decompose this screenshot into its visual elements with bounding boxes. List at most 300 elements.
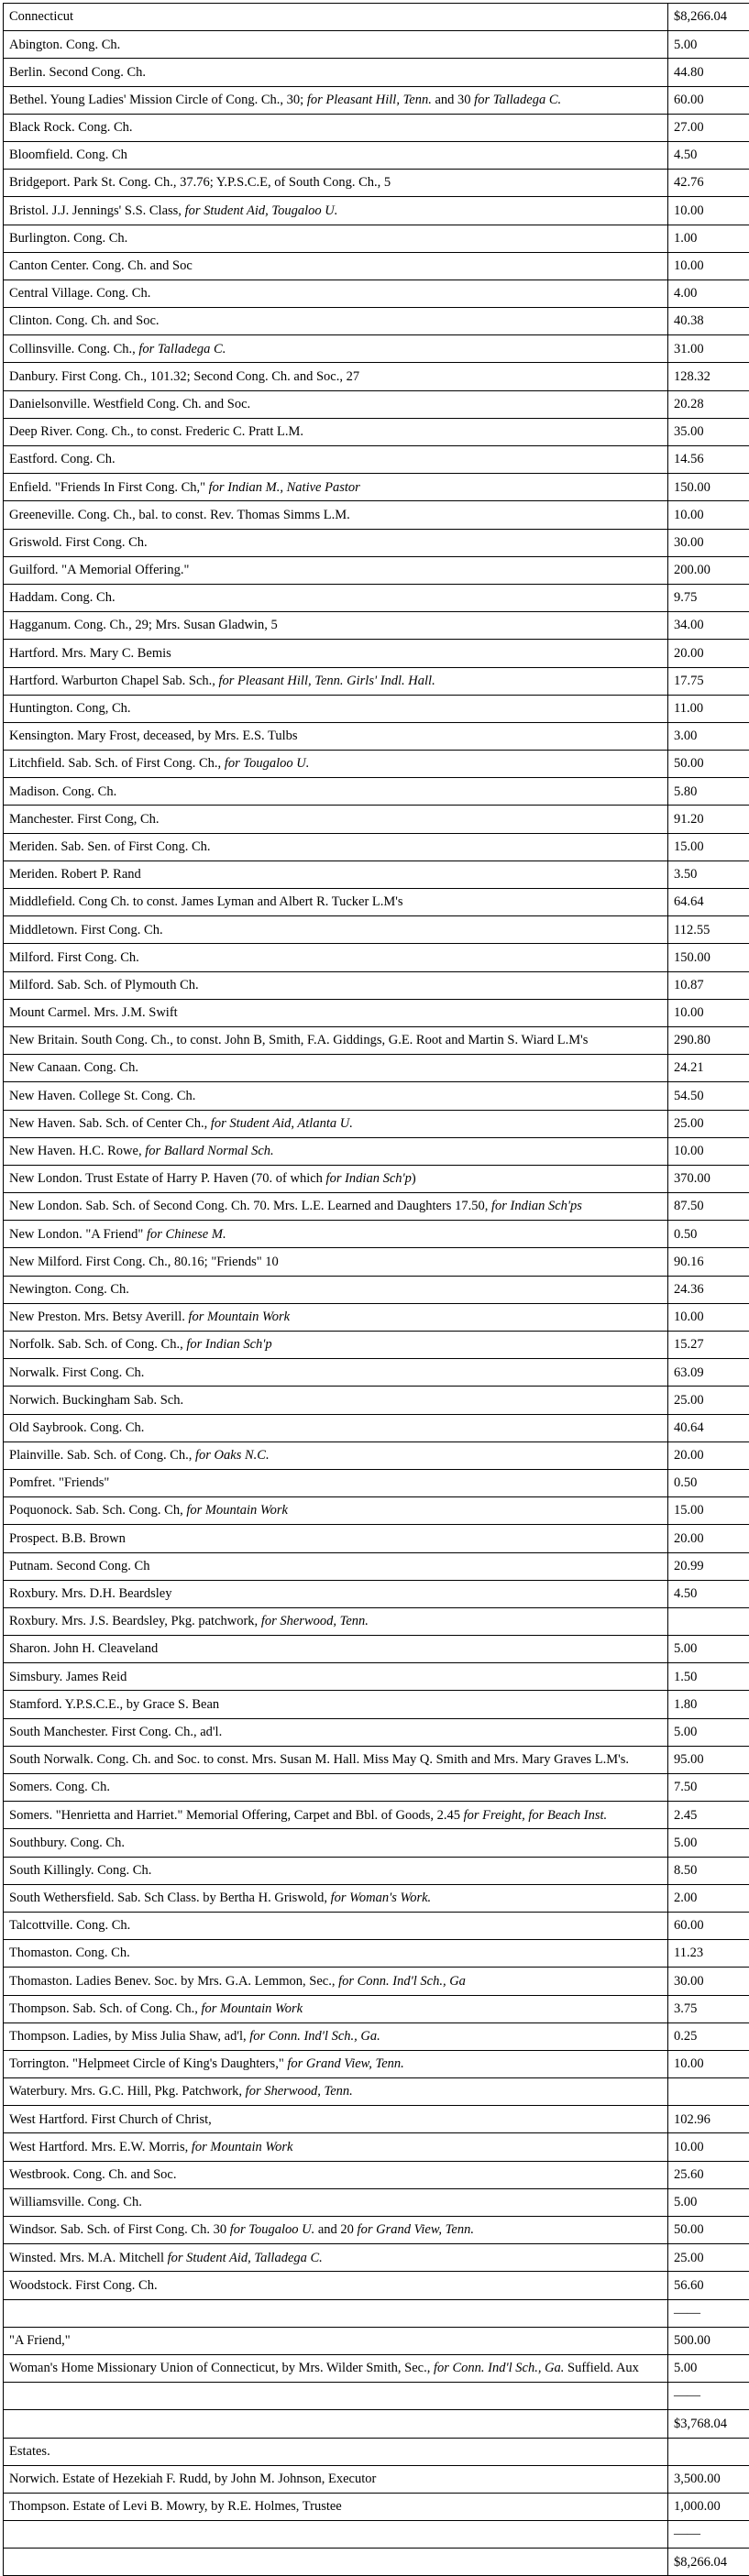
description-text: Sharon. John H. Cleaveland <box>9 1641 158 1656</box>
description-text: Manchester. First Cong, Ch. <box>9 812 160 827</box>
entry-amount: 50.00 <box>668 751 749 778</box>
designation-note: for Sherwood, Tenn. <box>246 2084 353 2099</box>
entry-amount: 30.00 <box>668 1968 749 1995</box>
description-text: Torrington. "Helpmeet Circle of King's Daughters," <box>9 2056 287 2071</box>
entry-description <box>4 59 668 86</box>
entry-description <box>4 2493 668 2520</box>
entry-description <box>4 1248 668 1276</box>
description-text: Collinsville. Cong. Ch., <box>9 342 138 356</box>
entry-description <box>4 1221 668 1248</box>
entry-description <box>4 4 668 31</box>
table-row <box>4 1082 749 1110</box>
entry-description <box>4 944 668 971</box>
description-text: Simsbury. James Reid <box>9 1670 127 1684</box>
description-text: Meriden. Sab. Sen. of First Cong. Ch. <box>9 839 211 854</box>
description-text: New Canaan. Cong. Ch. <box>9 1060 138 1075</box>
table-row <box>4 778 749 806</box>
table-row <box>4 1026 749 1054</box>
entry-description <box>4 778 668 806</box>
entry-description <box>4 1774 668 1802</box>
description-text: Kensington. Mary Frost, deceased, by Mrs. E.S. Tulbs <box>9 729 298 743</box>
entry-amount: 0.50 <box>668 1469 749 1496</box>
designation-note: for Pleasant Hill, Tenn. Girls' Indl. Hall. <box>219 674 435 688</box>
entry-amount: 20.00 <box>668 1525 749 1552</box>
table-row <box>4 1441 749 1469</box>
description-text: Greeneville. Cong. Ch., bal. to const. Rev. Thomas Simms L.M. <box>9 508 350 522</box>
table-row <box>4 2465 749 2493</box>
entry-description <box>4 2272 668 2299</box>
entry-description <box>4 1082 668 1110</box>
entry-description <box>4 1026 668 1054</box>
entry-description <box>4 2078 668 2106</box>
description-text: Meriden. Robert P. Rand <box>9 867 141 882</box>
description-text: Westbrook. Cong. Ch. and Soc. <box>9 2167 177 2182</box>
description-text: Prospect. B.B. Brown <box>9 1531 126 1546</box>
designation-note: for Student Aid, Atlanta U. <box>211 1116 353 1131</box>
entry-amount: 500.00 <box>668 2327 749 2354</box>
table-row <box>4 999 749 1026</box>
entry-description <box>4 252 668 280</box>
entry-description <box>4 280 668 307</box>
entry-amount: —— <box>668 2383 749 2410</box>
entry-description <box>4 2521 668 2549</box>
entry-description <box>4 1303 668 1331</box>
entry-amount: 5.80 <box>668 778 749 806</box>
entry-amount: 2.00 <box>668 1884 749 1912</box>
entry-amount <box>668 2438 749 2465</box>
entry-description <box>4 1829 668 1857</box>
table-row <box>4 860 749 888</box>
entry-amount: 20.00 <box>668 1441 749 1469</box>
entry-description <box>4 667 668 695</box>
entry-amount: 64.64 <box>668 889 749 916</box>
entry-description <box>4 1469 668 1496</box>
entry-amount: 10.00 <box>668 501 749 529</box>
table-row <box>4 1469 749 1496</box>
table-row <box>4 474 749 501</box>
description-text: South Wethersfield. Sab. Sch Class. by Bertha H. Griswold, <box>9 1891 331 1905</box>
entry-amount: 10.00 <box>668 1303 749 1331</box>
table-row <box>4 1525 749 1552</box>
entry-description <box>4 860 668 888</box>
entry-description <box>4 529 668 556</box>
table-row <box>4 2022 749 2050</box>
entry-description <box>4 446 668 474</box>
table-row <box>4 280 749 307</box>
entry-description <box>4 2106 668 2133</box>
table-row <box>4 2383 749 2410</box>
entry-amount: 290.80 <box>668 1026 749 1054</box>
designation-note: for Mountain Work <box>188 1310 290 1324</box>
entry-amount: 370.00 <box>668 1165 749 1192</box>
description-text: Griswold. First Cong. Ch. <box>9 535 148 550</box>
table-row <box>4 446 749 474</box>
entry-amount: —— <box>668 2299 749 2327</box>
description-text: New Haven. Sab. Sch. of Center Ch., <box>9 1116 211 1131</box>
entry-description <box>4 889 668 916</box>
entry-amount: 1.50 <box>668 1663 749 1691</box>
entry-description <box>4 1580 668 1607</box>
table-row <box>4 556 749 584</box>
table-row <box>4 390 749 418</box>
entry-amount: 20.00 <box>668 640 749 667</box>
entry-amount: 112.55 <box>668 916 749 944</box>
entry-amount: 11.00 <box>668 695 749 722</box>
description-text: Middletown. First Cong. Ch. <box>9 923 163 937</box>
entry-amount <box>668 1607 749 1635</box>
description-text: Southbury. Cong. Ch. <box>9 1836 125 1850</box>
table-row <box>4 2410 749 2438</box>
entry-amount: 25.60 <box>668 2161 749 2188</box>
entry-amount: 60.00 <box>668 1912 749 1939</box>
table-row <box>4 1912 749 1939</box>
entry-amount: 128.32 <box>668 363 749 390</box>
entry-description <box>4 2549 668 2576</box>
table-row <box>4 501 749 529</box>
description-text: New Milford. First Cong. Ch., 80.16; "Friends" 10 <box>9 1255 279 1269</box>
entry-amount: 3.75 <box>668 1995 749 2022</box>
table-row <box>4 1829 749 1857</box>
description-text: New London. Sab. Sch. of Second Cong. Ch. 70. Mrs. L.E. Learned and Daughters 17.50, <box>9 1199 491 1213</box>
entry-description <box>4 695 668 722</box>
description-text: ) <box>412 1171 416 1186</box>
table-row <box>4 584 749 611</box>
table-row <box>4 1663 749 1691</box>
table-row <box>4 141 749 169</box>
entry-description <box>4 1912 668 1939</box>
entry-description <box>4 1663 668 1691</box>
table-row <box>4 2244 749 2272</box>
entry-description <box>4 1552 668 1580</box>
entry-description <box>4 170 668 197</box>
table-row <box>4 2188 749 2216</box>
entry-amount: 91.20 <box>668 806 749 833</box>
entry-description <box>4 1332 668 1359</box>
table-row <box>4 2272 749 2299</box>
designation-note: for Sherwood, Tenn. <box>261 1614 369 1628</box>
description-text: Hartford. Warburton Chapel Sab. Sch., <box>9 674 219 688</box>
description-text: New Preston. Mrs. Betsy Averill. <box>9 1310 188 1324</box>
table-row <box>4 1940 749 1968</box>
entry-amount: 200.00 <box>668 556 749 584</box>
table-row <box>4 889 749 916</box>
receipts-table <box>3 3 749 2576</box>
designation-note: for Mountain Work <box>186 1503 288 1518</box>
entry-amount: 15.27 <box>668 1332 749 1359</box>
table-row <box>4 1691 749 1718</box>
table-row <box>4 2354 749 2382</box>
description-text: Norwich. Estate of Hezekiah F. Rudd, by John M. Johnson, Executor <box>9 2472 376 2486</box>
entry-amount: 5.00 <box>668 1636 749 1663</box>
entry-description <box>4 1414 668 1441</box>
description-text: South Killingly. Cong. Ch. <box>9 1863 151 1878</box>
description-text: New Haven. College St. Cong. Ch. <box>9 1089 195 1103</box>
table-row <box>4 1276 749 1303</box>
description-text: Hartford. Mrs. Mary C. Bemis <box>9 646 171 661</box>
table-row <box>4 59 749 86</box>
table-row <box>4 1055 749 1082</box>
designation-note: for Talladega C. <box>138 342 226 356</box>
entry-amount: 20.99 <box>668 1552 749 1580</box>
description-text: Mount Carmel. Mrs. J.M. Swift <box>9 1005 178 1020</box>
entry-description <box>4 556 668 584</box>
designation-note: for Student Aid, Talladega C. <box>168 2251 323 2265</box>
entry-amount: 1,000.00 <box>668 2493 749 2520</box>
table-row <box>4 1607 749 1635</box>
designation-note: for Grand View, Tenn. <box>358 2222 474 2237</box>
entry-description <box>4 418 668 445</box>
table-row <box>4 667 749 695</box>
description-text: Canton Center. Cong. Ch. and Soc <box>9 258 193 273</box>
entry-amount: 24.21 <box>668 1055 749 1082</box>
entry-amount: 7.50 <box>668 1774 749 1802</box>
description-text: Burlington. Cong. Ch. <box>9 231 127 246</box>
entry-amount: 10.00 <box>668 1137 749 1165</box>
designation-note: for Freight, for Beach Inst. <box>464 1808 608 1823</box>
entry-description <box>4 999 668 1026</box>
table-row <box>4 335 749 363</box>
description-text: Talcottville. Cong. Ch. <box>9 1918 130 1933</box>
entry-description <box>4 1691 668 1718</box>
entry-description <box>4 1165 668 1192</box>
entry-description <box>4 114 668 141</box>
entry-amount: 3,500.00 <box>668 2465 749 2493</box>
description-text: Enfield. "Friends In First Cong. Ch," <box>9 480 209 495</box>
description-text: Norfolk. Sab. Sch. of Cong. Ch., <box>9 1337 186 1352</box>
designation-note: for Pleasant Hill, Tenn. <box>307 93 432 107</box>
table-row <box>4 944 749 971</box>
entry-amount: 1.80 <box>668 1691 749 1718</box>
entry-amount: 87.50 <box>668 1193 749 1221</box>
table-row <box>4 1995 749 2022</box>
description-text: and 30 <box>432 93 474 107</box>
table-row <box>4 1746 749 1773</box>
table-row <box>4 4 749 31</box>
designation-note: for Tougaloo U. <box>230 2222 315 2237</box>
description-text: Waterbury. Mrs. G.C. Hill, Pkg. Patchwork, <box>9 2084 246 2099</box>
description-text: Clinton. Cong. Ch. and Soc. <box>9 313 160 328</box>
entry-amount: 5.00 <box>668 1829 749 1857</box>
description-text: "A Friend," <box>9 2333 71 2348</box>
designation-note: for Indian Sch'p <box>326 1171 412 1186</box>
entry-amount: 4.00 <box>668 280 749 307</box>
entry-amount: 8.50 <box>668 1857 749 1884</box>
entry-description <box>4 2383 668 2410</box>
description-text: West Hartford. Mrs. E.W. Morris, <box>9 2140 192 2154</box>
entry-description <box>4 308 668 335</box>
table-row <box>4 1193 749 1221</box>
description-text: Danbury. First Cong. Ch., 101.32; Second Cong. Ch. and Soc., 27 <box>9 369 359 384</box>
entry-description <box>4 86 668 114</box>
description-text: Winsted. Mrs. M.A. Mitchell <box>9 2251 168 2265</box>
table-row <box>4 833 749 860</box>
designation-note: for Mountain Work <box>201 2001 303 2016</box>
entry-description <box>4 833 668 860</box>
description-text: Bethel. Young Ladies' Mission Circle of Cong. Ch., 30; <box>9 93 307 107</box>
entry-description <box>4 640 668 667</box>
table-row <box>4 640 749 667</box>
entry-description <box>4 751 668 778</box>
table-row <box>4 252 749 280</box>
table-row <box>4 1387 749 1414</box>
description-text: Somers. Cong. Ch. <box>9 1780 110 1794</box>
entry-amount <box>668 2078 749 2106</box>
entry-description <box>4 474 668 501</box>
description-text: Litchfield. Sab. Sch. of First Cong. Ch., <box>9 756 225 771</box>
description-text: Haddam. Cong. Ch. <box>9 590 116 605</box>
description-text: Thomaston. Cong. Ch. <box>9 1946 130 1960</box>
table-row <box>4 1110 749 1137</box>
entry-description <box>4 971 668 999</box>
designation-note: for Student Aid, Tougaloo U. <box>185 203 338 218</box>
entry-amount: 31.00 <box>668 335 749 363</box>
entry-description <box>4 390 668 418</box>
entry-description <box>4 1497 668 1525</box>
description-text: Guilford. "A Memorial Offering." <box>9 563 189 577</box>
entry-amount: 56.60 <box>668 2272 749 2299</box>
entry-amount: 24.36 <box>668 1276 749 1303</box>
entry-amount: 4.50 <box>668 1580 749 1607</box>
designation-note: for Conn. Ind'l Sch., Ga. <box>434 2361 564 2375</box>
entry-amount: 5.00 <box>668 2354 749 2382</box>
description-text: Middlefield. Cong Ch. to const. James Lyman and Albert R. Tucker L.M's <box>9 894 403 909</box>
designation-note: for Ballard Normal Sch. <box>145 1144 273 1158</box>
table-row <box>4 2133 749 2161</box>
entry-amount: 42.76 <box>668 170 749 197</box>
entry-description <box>4 2465 668 2493</box>
entry-amount: 0.50 <box>668 1221 749 1248</box>
designation-note: for Grand View, Tenn. <box>287 2056 403 2071</box>
entry-description <box>4 1607 668 1635</box>
entry-description <box>4 2050 668 2077</box>
description-text: Hagganum. Cong. Ch., 29; Mrs. Susan Gladwin, 5 <box>9 618 278 632</box>
entry-description <box>4 2161 668 2188</box>
table-row <box>4 1303 749 1331</box>
table-row <box>4 1221 749 1248</box>
table-row <box>4 1414 749 1441</box>
description-text: Thompson. Sab. Sch. of Cong. Ch., <box>9 2001 201 2016</box>
table-row <box>4 695 749 722</box>
entry-amount: 35.00 <box>668 418 749 445</box>
table-row <box>4 1802 749 1829</box>
entry-amount: 10.00 <box>668 2133 749 2161</box>
description-text: Putnam. Second Cong. Ch <box>9 1559 149 1573</box>
table-row <box>4 31 749 59</box>
entry-description <box>4 612 668 640</box>
description-text: Norwich. Buckingham Sab. Sch. <box>9 1393 183 1408</box>
designation-note: for Conn. Ind'l Sch., Ga <box>338 1974 466 1989</box>
entry-description <box>4 1884 668 1912</box>
entry-amount: 5.00 <box>668 2188 749 2216</box>
description-text: Madison. Cong. Ch. <box>9 784 116 799</box>
entry-description <box>4 2327 668 2354</box>
description-text: Danielsonville. Westfield Cong. Ch. and Soc. <box>9 397 250 411</box>
entry-description <box>4 1276 668 1303</box>
table-row <box>4 916 749 944</box>
description-text: Milford. First Cong. Ch. <box>9 950 139 965</box>
table-row <box>4 2161 749 2188</box>
entry-amount: 44.80 <box>668 59 749 86</box>
entry-description <box>4 2217 668 2244</box>
description-text: Berlin. Second Cong. Ch. <box>9 65 146 80</box>
table-row <box>4 1718 749 1746</box>
entry-amount: 0.25 <box>668 2022 749 2050</box>
designation-note: for Indian Sch'p <box>186 1337 271 1352</box>
entry-amount: 17.75 <box>668 667 749 695</box>
entry-amount: $8,266.04 <box>668 2549 749 2576</box>
table-row <box>4 114 749 141</box>
table-row <box>4 2217 749 2244</box>
table-row <box>4 2050 749 2077</box>
entry-amount: 150.00 <box>668 474 749 501</box>
entry-amount: 25.00 <box>668 2244 749 2272</box>
entry-description <box>4 916 668 944</box>
entry-amount: $8,266.04 <box>668 4 749 31</box>
table-row <box>4 722 749 750</box>
table-row <box>4 2106 749 2133</box>
entry-description <box>4 2188 668 2216</box>
entry-description <box>4 1940 668 1968</box>
designation-note: for Conn. Ind'l Sch., Ga. <box>249 2029 380 2044</box>
description-text: Thompson. Estate of Levi B. Mowry, by R.E. Holmes, Trustee <box>9 2499 342 2514</box>
description-text: New Haven. H.C. Rowe, <box>9 1144 145 1158</box>
entry-amount: 4.50 <box>668 141 749 169</box>
description-text: Connecticut <box>9 9 73 24</box>
description-text: Eastford. Cong. Ch. <box>9 452 116 466</box>
entry-amount: 9.75 <box>668 584 749 611</box>
entry-amount: 25.00 <box>668 1387 749 1414</box>
entry-description <box>4 2410 668 2438</box>
designation-note: for Mountain Work <box>192 2140 293 2154</box>
description-text: Windsor. Sab. Sch. of First Cong. Ch. 30 <box>9 2222 230 2237</box>
entry-description <box>4 1387 668 1414</box>
description-text: Abington. Cong. Ch. <box>9 38 120 52</box>
entry-description <box>4 1359 668 1387</box>
entry-description <box>4 1137 668 1165</box>
description-text: Woodstock. First Cong. Ch. <box>9 2278 158 2293</box>
table-row <box>4 2327 749 2354</box>
entry-amount: 14.56 <box>668 446 749 474</box>
description-text: Pomfret. "Friends" <box>9 1475 109 1490</box>
designation-note: for Chinese M. <box>147 1227 226 1242</box>
designation-note: for Indian M., Native Pastor <box>209 480 360 495</box>
entry-description <box>4 31 668 59</box>
entry-description <box>4 501 668 529</box>
entry-amount: 20.28 <box>668 390 749 418</box>
table-row <box>4 2493 749 2520</box>
table-row <box>4 418 749 445</box>
entry-amount: 150.00 <box>668 944 749 971</box>
description-text: Old Saybrook. Cong. Ch. <box>9 1420 144 1435</box>
entry-amount: 27.00 <box>668 114 749 141</box>
table-row <box>4 170 749 197</box>
table-row <box>4 1137 749 1165</box>
table-row <box>4 2549 749 2576</box>
table-row <box>4 2521 749 2549</box>
description-text: New Britain. South Cong. Ch., to const. John B, Smith, F.A. Giddings, G.E. Root and Martin S. Wiard L.M's <box>9 1033 588 1047</box>
description-text: Plainville. Sab. Sch. of Cong. Ch., <box>9 1448 195 1463</box>
table-row <box>4 1248 749 1276</box>
table-row <box>4 529 749 556</box>
entry-amount: 50.00 <box>668 2217 749 2244</box>
entry-amount: 40.38 <box>668 308 749 335</box>
entry-description <box>4 141 668 169</box>
entry-amount: 1.00 <box>668 225 749 252</box>
entry-description <box>4 1441 668 1469</box>
table-row <box>4 1497 749 1525</box>
description-text: Roxbury. Mrs. J.S. Beardsley, Pkg. patchwork, <box>9 1614 261 1628</box>
description-text: Poquonock. Sab. Sch. Cong. Ch, <box>9 1503 186 1518</box>
